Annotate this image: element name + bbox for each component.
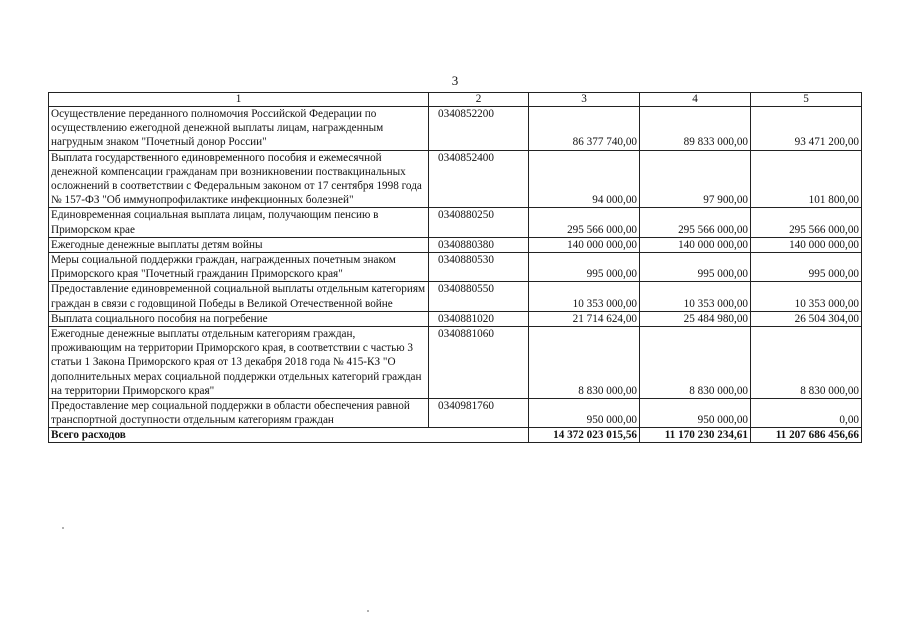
scan-speck [367, 610, 369, 612]
total-row [49, 428, 862, 443]
row-value-col4: 950 000,00 [640, 399, 751, 428]
table-row [49, 311, 862, 326]
row-name: Осуществление переданного полномочия Российской Федерации по осуществлению ежегодной денежной выплаты лицам, награжденным нагрудным знаком "Почетный донор России" [49, 107, 429, 151]
row-value-col4: 995 000,00 [640, 253, 751, 282]
row-value-col4: 8 830 000,00 [640, 327, 751, 399]
table-row [49, 282, 862, 311]
row-code: 0340880550 [429, 282, 529, 311]
row-name: Выплата социального пособия на погребение [49, 311, 429, 326]
row-value-col5: 995 000,00 [751, 253, 862, 282]
row-value-col4: 10 353 000,00 [640, 282, 751, 311]
row-value-col5: 0,00 [751, 399, 862, 428]
row-value-col5: 26 504 304,00 [751, 311, 862, 326]
row-value-col3: 8 830 000,00 [529, 327, 640, 399]
row-value-col4: 140 000 000,00 [640, 237, 751, 252]
row-value-col5: 101 800,00 [751, 150, 862, 208]
column-header: 5 [751, 93, 862, 107]
row-code: 0340880380 [429, 237, 529, 252]
table-row [49, 150, 862, 208]
budget-table [48, 92, 862, 443]
total-value: 14 372 023 015,56 [529, 428, 640, 443]
table-row [49, 253, 862, 282]
table-row [49, 237, 862, 252]
row-value-col5: 8 830 000,00 [751, 327, 862, 399]
row-value-col3: 995 000,00 [529, 253, 640, 282]
row-name: Предоставление мер социальной поддержки в области обеспечения равной транспортной доступности отдельным категориям граждан [49, 399, 429, 428]
total-value: 11 207 686 456,66 [751, 428, 862, 443]
row-name: Предоставление единовременной социальной выплаты отдельным категориям граждан в связи с годовщиной Победы в Великой Отечественной войне [49, 282, 429, 311]
row-name: Ежегодные денежные выплаты отдельным категориям граждан, проживающим на территории Приморского края, в соответствии с частью 3 статьи 1 Закона Приморского края от 13 декабря 2018 года № 415-КЗ "О дополнительных мерах социальной поддержки отдельных категорий граждан на территории Приморского края" [49, 327, 429, 399]
row-code: 0340881060 [429, 327, 529, 399]
row-value-col3: 950 000,00 [529, 399, 640, 428]
column-header: 4 [640, 93, 751, 107]
row-name: Ежегодные денежные выплаты детям войны [49, 237, 429, 252]
column-header: 1 [49, 93, 429, 107]
row-name: Выплата государственного единовременного пособия и ежемесячной денежной компенсации гражданам при возникновении поствакцинальных осложнений в соответствии с Федеральным законом от 17 сентября 1998 года № 157-ФЗ "Об иммунопрофилактике инфекционных болезней" [49, 150, 429, 208]
column-header: 3 [529, 93, 640, 107]
total-value: 11 170 230 234,61 [640, 428, 751, 443]
row-value-col5: 93 471 200,00 [751, 107, 862, 151]
row-value-col4: 97 900,00 [640, 150, 751, 208]
column-header: 2 [429, 93, 529, 107]
table-row [49, 208, 862, 237]
table-row [49, 327, 862, 399]
row-value-col4: 295 566 000,00 [640, 208, 751, 237]
row-value-col3: 10 353 000,00 [529, 282, 640, 311]
row-value-col5: 10 353 000,00 [751, 282, 862, 311]
row-code: 0340880250 [429, 208, 529, 237]
page-number: 3 [451, 73, 459, 88]
row-value-col3: 21 714 624,00 [529, 311, 640, 326]
row-value-col3: 140 000 000,00 [529, 237, 640, 252]
row-name: Единовременная социальная выплата лицам, получающим пенсию в Приморском крае [49, 208, 429, 237]
row-value-col4: 25 484 980,00 [640, 311, 751, 326]
row-code: 0340852200 [429, 107, 529, 151]
table-header-row [49, 93, 862, 107]
scan-speck [62, 527, 64, 529]
row-name: Меры социальной поддержки граждан, награжденных почетным знаком Приморского края "Почетный гражданин Приморского края" [49, 253, 429, 282]
row-value-col4: 89 833 000,00 [640, 107, 751, 151]
total-label: Всего расходов [49, 428, 529, 443]
row-value-col5: 295 566 000,00 [751, 208, 862, 237]
row-code: 0340881020 [429, 311, 529, 326]
table-row [49, 107, 862, 151]
row-value-col3: 295 566 000,00 [529, 208, 640, 237]
row-value-col5: 140 000 000,00 [751, 237, 862, 252]
row-value-col3: 86 377 740,00 [529, 107, 640, 151]
row-code: 0340880530 [429, 253, 529, 282]
row-code: 0340981760 [429, 399, 529, 428]
row-code: 0340852400 [429, 150, 529, 208]
row-value-col3: 94 000,00 [529, 150, 640, 208]
table-row [49, 399, 862, 428]
